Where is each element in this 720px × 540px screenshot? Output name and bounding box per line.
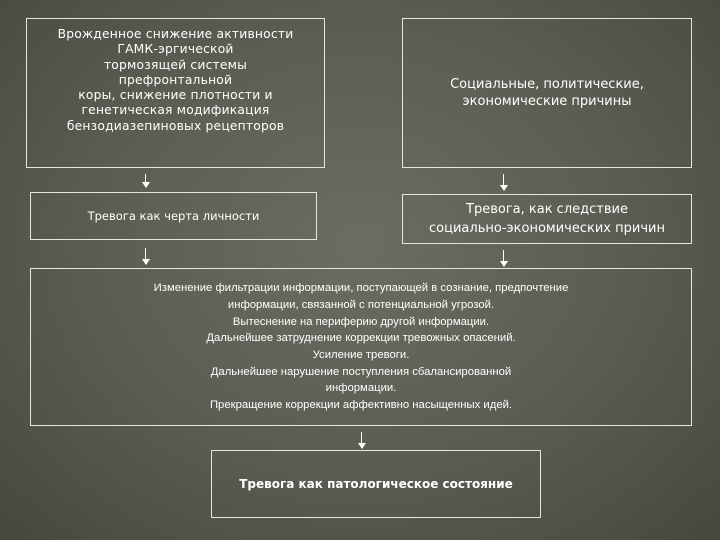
trait-anxiety-box bbox=[30, 192, 317, 240]
socioeconomic-anxiety-box bbox=[402, 194, 692, 244]
social-causes-box bbox=[402, 18, 692, 168]
arrow-down-right-1 bbox=[503, 174, 504, 190]
social-causes-text: Социальные, политические, экономические причины bbox=[450, 77, 644, 109]
arrow-down-center bbox=[361, 432, 362, 448]
genetic-factors-text: Врожденное снижение активности ГАМК-эргической тормозящей системы префронтальной коры, снижение плотности и генетическая модификация бензодиазепиновых рецепторов bbox=[57, 27, 294, 133]
arrow-down-left-2 bbox=[145, 248, 146, 264]
info-filtering-box bbox=[30, 268, 692, 426]
info-filtering-text: Изменение фильтрации информации, поступающей в сознание, предпочтение информации, связанной с потенциальной угрозой. Вытеснение на периферию другой информации. Дальнейшее затруднение коррекции тревожных опасений. Усиление тревоги. Дальнейшее нарушение поступления сбалансированной информации. Прекращение коррекции аффективно насыщенных идей. bbox=[153, 282, 569, 412]
pathological-anxiety-text: Тревога как патологическое состояние bbox=[239, 477, 513, 491]
socioeconomic-anxiety-text: Тревога, как следствие социально-экономических причин bbox=[429, 202, 665, 236]
pathological-anxiety-box bbox=[211, 450, 541, 518]
trait-anxiety-text: Тревога как черта личности bbox=[87, 208, 260, 223]
genetic-factors-box bbox=[26, 18, 325, 168]
arrow-down-right-2 bbox=[503, 250, 504, 266]
arrow-down-left-1 bbox=[145, 174, 146, 187]
